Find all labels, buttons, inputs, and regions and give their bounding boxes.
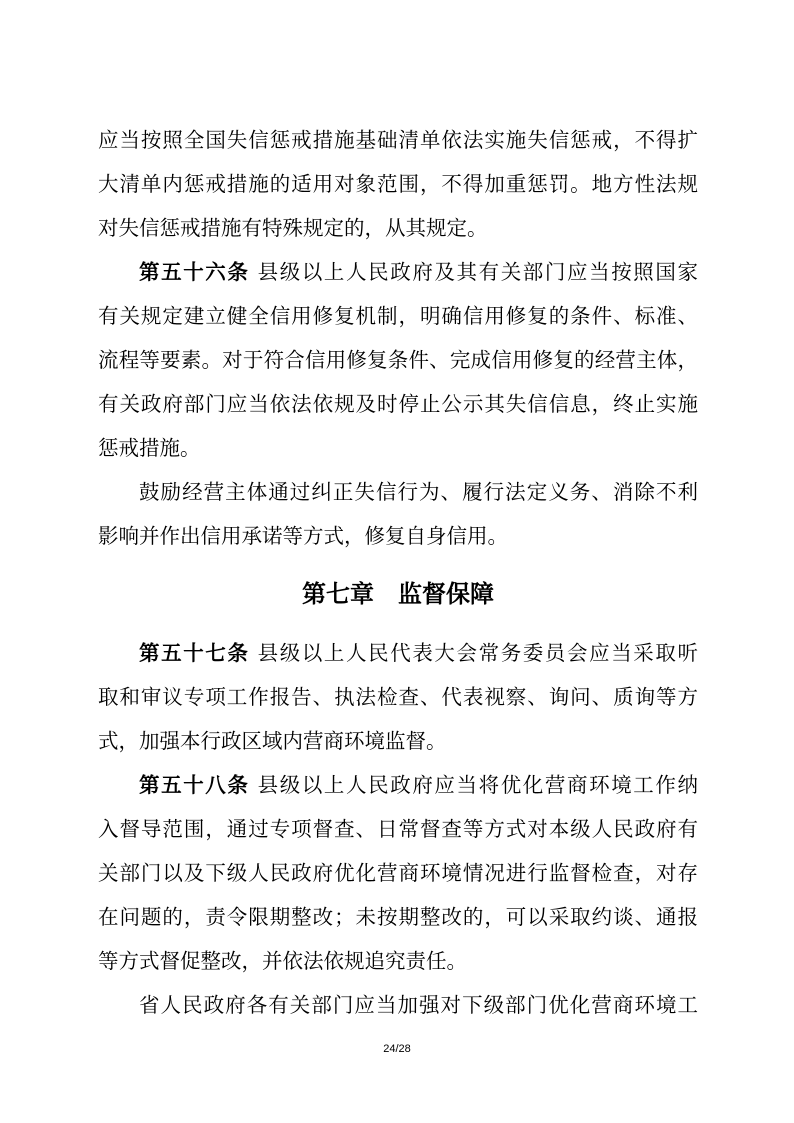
article-57 xyxy=(98,631,698,763)
text-line: 鼓励经营主体通过纠正失信行为、履行法定义务、消除不利 xyxy=(139,480,698,504)
text-line: 影响并作出信用承诺等方式，修复自身信用。 xyxy=(98,524,508,548)
paragraph-continuation xyxy=(98,118,698,250)
article-58 xyxy=(98,763,698,983)
text-line: 关部门以及下级人民政府优化营商环境情况进行监督检查，对存 xyxy=(98,861,698,885)
article-text: 县级以上人民政府应当将优化营商环境工作纳 xyxy=(257,773,699,797)
text-line: 省人民政府各有关部门应当加强对下级部门优化营商环境工 xyxy=(139,993,698,1017)
text-line: 应当按照全国失信惩戒措施基础清单依法实施失信惩戒，不得扩 xyxy=(98,128,698,152)
chapter-title: 第七章 监督保障 xyxy=(302,580,494,608)
text-line: 有关政府部门应当依法依规及时停止公示其失信信息，终止实施 xyxy=(98,392,698,416)
text-line: 流程等要素。对于符合信用修复条件、完成信用修复的经营主体， xyxy=(98,348,698,372)
article-number: 第五十八条 xyxy=(139,773,250,797)
paragraph-provincial-departments xyxy=(98,983,698,1027)
text-line xyxy=(98,763,698,807)
text-line: 有关规定建立健全信用修复机制，明确信用修复的条件、标准、 xyxy=(98,304,698,328)
article-number: 第五十七条 xyxy=(139,641,250,665)
document-page xyxy=(98,118,698,1027)
text-line: 式，加强本行政区域内营商环境监督。 xyxy=(98,729,447,753)
text-line: 在问题的，责令限期整改；未按期整改的，可以采取约谈、通报 xyxy=(98,905,698,929)
text-line xyxy=(98,250,698,294)
paragraph-credit-repair xyxy=(98,470,698,558)
text-line: 入督导范围，通过专项督查、日常督查等方式对本级人民政府有 xyxy=(98,817,698,841)
article-text: 县级以上人民政府及其有关部门应当按照国家 xyxy=(257,260,699,284)
text-line: 大清单内惩戒措施的适用对象范围，不得加重惩罚。地方性法规 xyxy=(98,172,698,196)
text-line xyxy=(98,631,698,675)
text-line: 等方式督促整改，并依法依规追究责任。 xyxy=(98,949,467,973)
text-line: 惩戒措施。 xyxy=(98,436,201,460)
article-number: 第五十六条 xyxy=(139,260,250,284)
text-line: 取和审议专项工作报告、执法检查、代表视察、询问、质询等方 xyxy=(98,685,698,709)
text-line: 对失信惩戒措施有特殊规定的，从其规定。 xyxy=(98,216,488,240)
page-number: 24/28 xyxy=(383,1043,411,1055)
article-text: 县级以上人民代表大会常务委员会应当采取听 xyxy=(257,641,699,665)
article-56 xyxy=(98,250,698,470)
